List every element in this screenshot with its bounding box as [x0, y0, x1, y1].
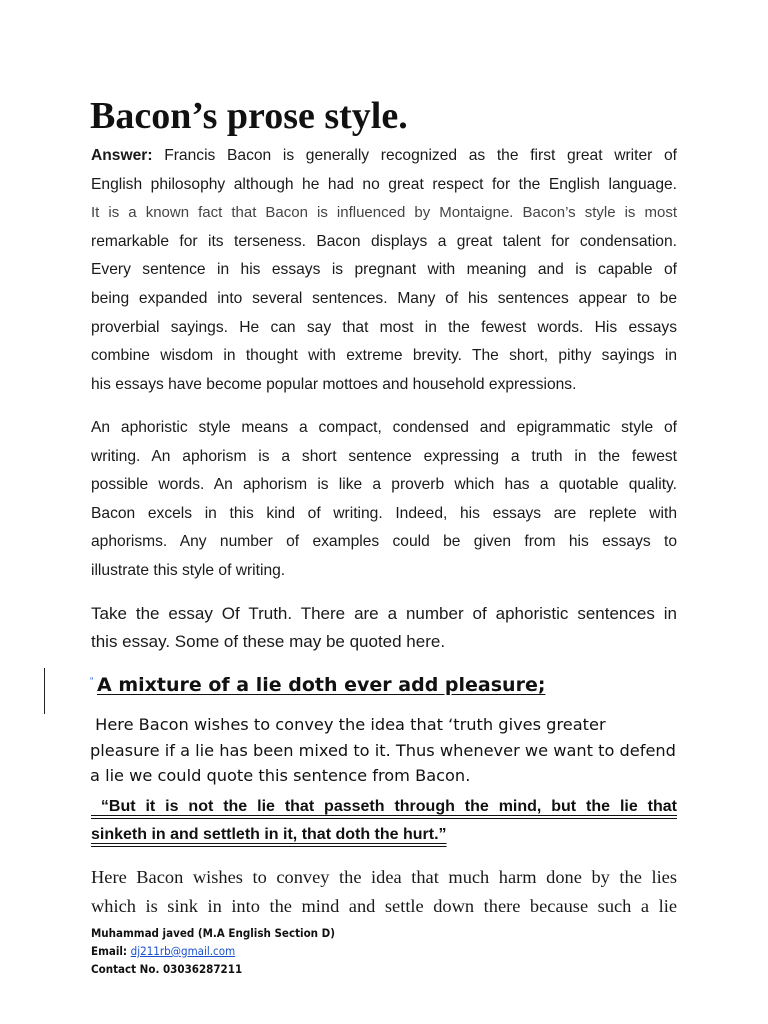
- page-title: Bacon’s prose style.: [90, 95, 408, 137]
- paragraph-line: proverbial sayings. He can say that most in the fewest words. His essays: [91, 318, 677, 336]
- quote-mark: “: [90, 676, 94, 687]
- bold-quote: [91, 793, 677, 849]
- paragraph-essay-of-truth: [91, 600, 677, 656]
- paragraph-line: which is sink in into the mind and settle down there because such a lie: [91, 896, 677, 916]
- email-link[interactable]: dj211rb@gmail.com: [130, 944, 236, 958]
- paragraph-line: Here Bacon wishes to convey the idea that much harm done by the lies: [91, 867, 677, 887]
- explanation-second-quote: [91, 863, 677, 921]
- footer: [91, 924, 335, 978]
- answer-label: Answer:: [91, 147, 153, 164]
- paragraph-line: illustrate this style of writing.: [91, 561, 286, 579]
- paragraph-line: pleasure if a lie has been mixed to it. Thus whenever we want to defend: [90, 740, 676, 760]
- paragraph-line: possible words. An aphorism is like a proverb which has a quotable quality.: [91, 476, 677, 494]
- paragraph-answer: [91, 142, 677, 399]
- footer-author: Muhammad javed (M.A English Section D): [91, 926, 335, 940]
- paragraph-line: remarkable for its terseness. Bacon displays a great talent for condensation.: [91, 232, 677, 250]
- paragraph-line: writing. An aphorism is a short sentence expressing a truth in the fewest: [91, 447, 677, 465]
- paragraph-line: Bacon excels in this kind of writing. Indeed, his essays are replete with: [91, 504, 677, 522]
- footer-contact: Contact No. 03036287211: [91, 962, 243, 976]
- quote-heading: A mixture of a lie doth ever add pleasure;: [97, 674, 546, 696]
- paragraph-line: It is a known fact that Bacon is influenced by Montaigne. Bacon’s style is most: [91, 204, 677, 222]
- paragraph-line: Every sentence in his essays is pregnant with meaning and is capable of: [91, 261, 677, 279]
- paragraph-line: “But it is not the lie that passeth through the mind, but the lie that: [91, 798, 677, 815]
- paragraph-line: An aphoristic style means a compact, condensed and epigrammatic style of: [91, 419, 677, 436]
- paragraph-line: Answer: Francis Bacon is generally recognized as the first great writer of: [91, 147, 677, 164]
- footer-email-label: Email:: [91, 944, 128, 958]
- paragraph-line: Take the essay Of Truth. There are a number of aphoristic sentences in: [91, 604, 677, 623]
- paragraph-line: sinketh in and settleth in it, that doth the hurt.”: [91, 826, 447, 843]
- paragraph-line: a lie we could quote this sentence from Bacon.: [90, 766, 471, 785]
- paragraph-line: his essays have become popular mottoes and household expressions.: [91, 375, 577, 393]
- paragraph-aphoristic-style: [91, 414, 677, 586]
- paragraph-line: English philosophy although he had no great respect for the English language.: [91, 175, 677, 193]
- paragraph-line: this essay. Some of these may be quoted here.: [91, 632, 446, 651]
- paragraph-line: Here Bacon wishes to convey the idea that ‘truth gives greater: [90, 715, 606, 734]
- paragraph-line: combine wisdom in thought with extreme brevity. The short, pithy sayings in: [91, 347, 677, 365]
- text-cursor: [44, 668, 45, 714]
- explanation-first-quote: [90, 712, 680, 789]
- paragraph-line: being expanded into several sentences. Many of his sentences appear to be: [91, 289, 677, 307]
- paragraph-line: aphorisms. Any number of examples could be given from his essays to: [91, 533, 677, 551]
- footer-email-row: [91, 942, 335, 960]
